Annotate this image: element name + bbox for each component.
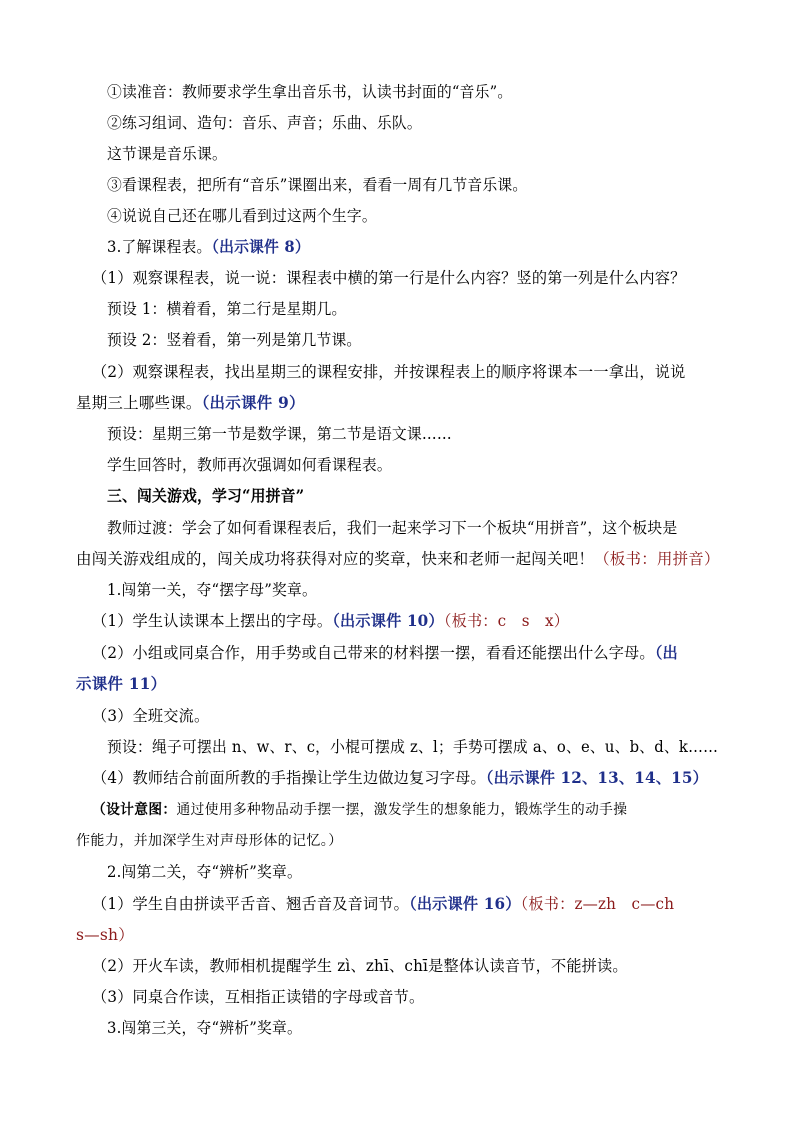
paragraph: 预设：星期三第一节是数学课，第二节是语文课…… [107,425,452,443]
paragraph: 学生回答时，教师再次强调如何看课程表。 [107,456,392,474]
courseware-citation: （出示课件 12、13、14、15） [485,768,708,787]
paragraph: （2）观察课程表，找出星期三的课程安排，并按课程表上的顺序将课本一一拿出，说说 [92,363,686,381]
paragraph: （3）全班交流。 [92,707,210,725]
paragraph-text: 星期三上哪些课。 [76,394,202,412]
courseware-citation: 示课件 11） [76,674,167,693]
courseware-citation: （出示课件 8） [211,237,310,256]
paragraph: （3）同桌合作读，互相指正读错的字母或音节。 [92,988,425,1006]
paragraph [76,549,722,569]
section-heading [107,237,724,257]
paragraph: （1）观察课程表，说一说：课程表中横的第一行是什么内容？竖的第一列是什么内容？ [92,269,686,287]
note-title: （设计意图： [92,802,177,818]
paragraph-text: （1）学生自由拼读平舌音、翘舌音及音词节。 [92,895,410,913]
section-heading: 3.闯第三关，夺“辨析”奖章。 [107,1019,302,1037]
paragraph: 这节课是音乐课。 [107,145,227,163]
paragraph: ②练习组词、造句：音乐、声音；乐曲、乐队。 [107,114,422,132]
paragraph [76,925,722,945]
paragraph-text: （2）小组或同桌合作，用手势或自己带来的材料摆一摆，看看还能摆出什么字母。 [92,644,655,662]
paragraph: 预设：绳子可摆出 n、w、r、c，小棍可摆成 z、l；手势可摆成 a、o、e、u、b、d、k…… [107,738,719,756]
paragraph [92,611,724,631]
design-intent-note [92,800,724,820]
section-heading: 三、闯关游戏，学习“用拼音” [107,486,305,505]
paragraph-text: 由闯关游戏组成的，闯关成功将获得对应的奖章，快来和老师一起闯关吧！ [76,550,595,568]
paragraph [92,643,724,663]
paragraph: ③看课程表，把所有“音乐”课圈出来，看看一周有几节音乐课。 [107,176,528,194]
paragraph [92,894,724,914]
paragraph: 预设 1：横着看，第二行是星期几。 [107,300,347,318]
blackboard-note: （板书：c s x） [443,612,570,630]
section-heading: 1.闯第一关，夺“摆字母”奖章。 [107,581,317,599]
courseware-citation: （出示课件 10） [332,611,444,630]
paragraph [76,393,722,413]
paragraph [76,674,722,694]
blackboard-note: （板书：用拼音） [594,550,720,568]
paragraph-text: （1）学生认读课本上摆出的字母。 [92,612,333,630]
blackboard-note: （板书：z—zh c—ch [520,895,675,913]
courseware-citation: （出 [654,643,678,662]
design-intent-note: 作能力，并加深学生对声母形体的记忆。） [76,833,343,849]
blackboard-note: s—sh） [76,926,134,944]
paragraph: 预设 2：竖着看，第一列是第几节课。 [107,331,362,349]
paragraph: （2）开火车读，教师相机提醒学生 zì、zhī、chī是整体认读音节，不能拼读。 [92,957,628,975]
courseware-citation: （出示课件 9） [201,393,305,412]
paragraph [92,768,724,788]
paragraph: 教师过渡：学会了如何看课程表后，我们一起来学习下一个板块“用拼音”，这个板块是 [107,519,678,537]
paragraph-text: （4）教师结合前面所教的手指操让学生边做边复习字母。 [92,769,486,787]
note-text: 通过使用多种物品动手摆一摆，激发学生的想象能力，锻炼学生的动手操 [176,802,628,818]
section-heading: 2.闯第二关，夺“辨析”奖章。 [107,863,302,881]
heading-text: 3.了解课程表。 [107,238,212,256]
paragraph: ①读准音：教师要求学生拿出音乐书，认读书封面的“音乐”。 [107,83,513,101]
courseware-citation: （出示课件 16） [409,894,521,913]
paragraph: ④说说自己还在哪儿看到过这两个生字。 [107,207,377,225]
